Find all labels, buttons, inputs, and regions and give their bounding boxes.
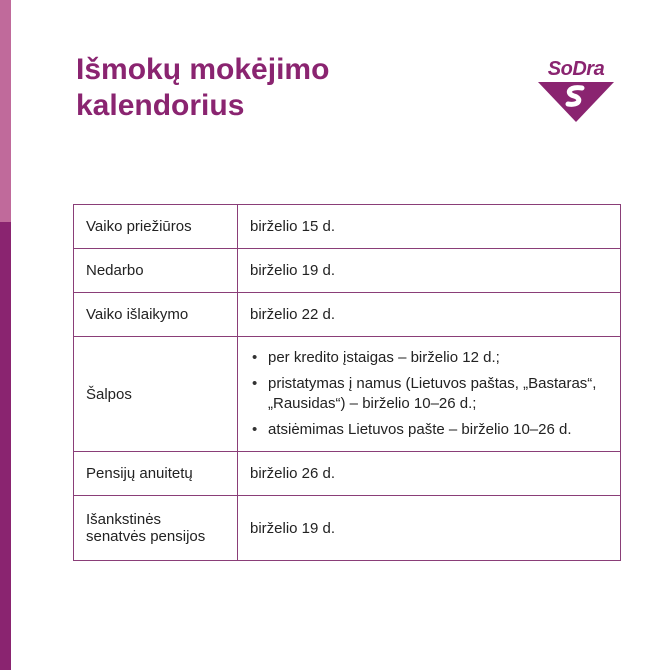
benefit-label: Vaiko priežiūros <box>74 205 238 249</box>
page-title: Išmokų mokėjimo kalendorius <box>76 53 330 122</box>
benefit-label: Nedarbo <box>74 249 238 293</box>
table-row <box>74 496 621 561</box>
benefit-label: Išankstinės senatvės pensijos <box>74 496 238 561</box>
table-row <box>74 249 621 293</box>
sodra-logo <box>528 58 624 124</box>
payment-date: birželio 26 d. <box>238 452 621 496</box>
payment-calendar-table <box>73 204 621 561</box>
table-row <box>74 293 621 337</box>
side-accent-bar <box>0 0 11 670</box>
payment-dates-list <box>250 348 608 440</box>
payment-date: birželio 15 d. <box>238 205 621 249</box>
list-item: • per kredito įstaigas – birželio 12 d.; <box>268 348 608 368</box>
logo-text: SoDra <box>547 58 605 80</box>
list-item: • pristatymas į namus (Lietuvos paštas, „Bastaras“, „Rausidas“) – birželio 10–26 d.; <box>268 374 608 414</box>
table-row <box>74 452 621 496</box>
payment-date: birželio 19 d. <box>238 249 621 293</box>
payment-dates-list-cell <box>238 337 621 452</box>
sodra-logo-icon <box>538 80 614 122</box>
benefit-label: Šalpos <box>74 337 238 452</box>
table-row <box>74 337 621 452</box>
benefit-label: Pensijų anuitetų <box>74 452 238 496</box>
payment-date: birželio 19 d. <box>238 496 621 561</box>
payment-date: birželio 22 d. <box>238 293 621 337</box>
list-item: • atsiėmimas Lietuvos pašte – birželio 10–26 d. <box>268 420 608 440</box>
table-row <box>74 205 621 249</box>
benefit-label: Vaiko išlaikymo <box>74 293 238 337</box>
